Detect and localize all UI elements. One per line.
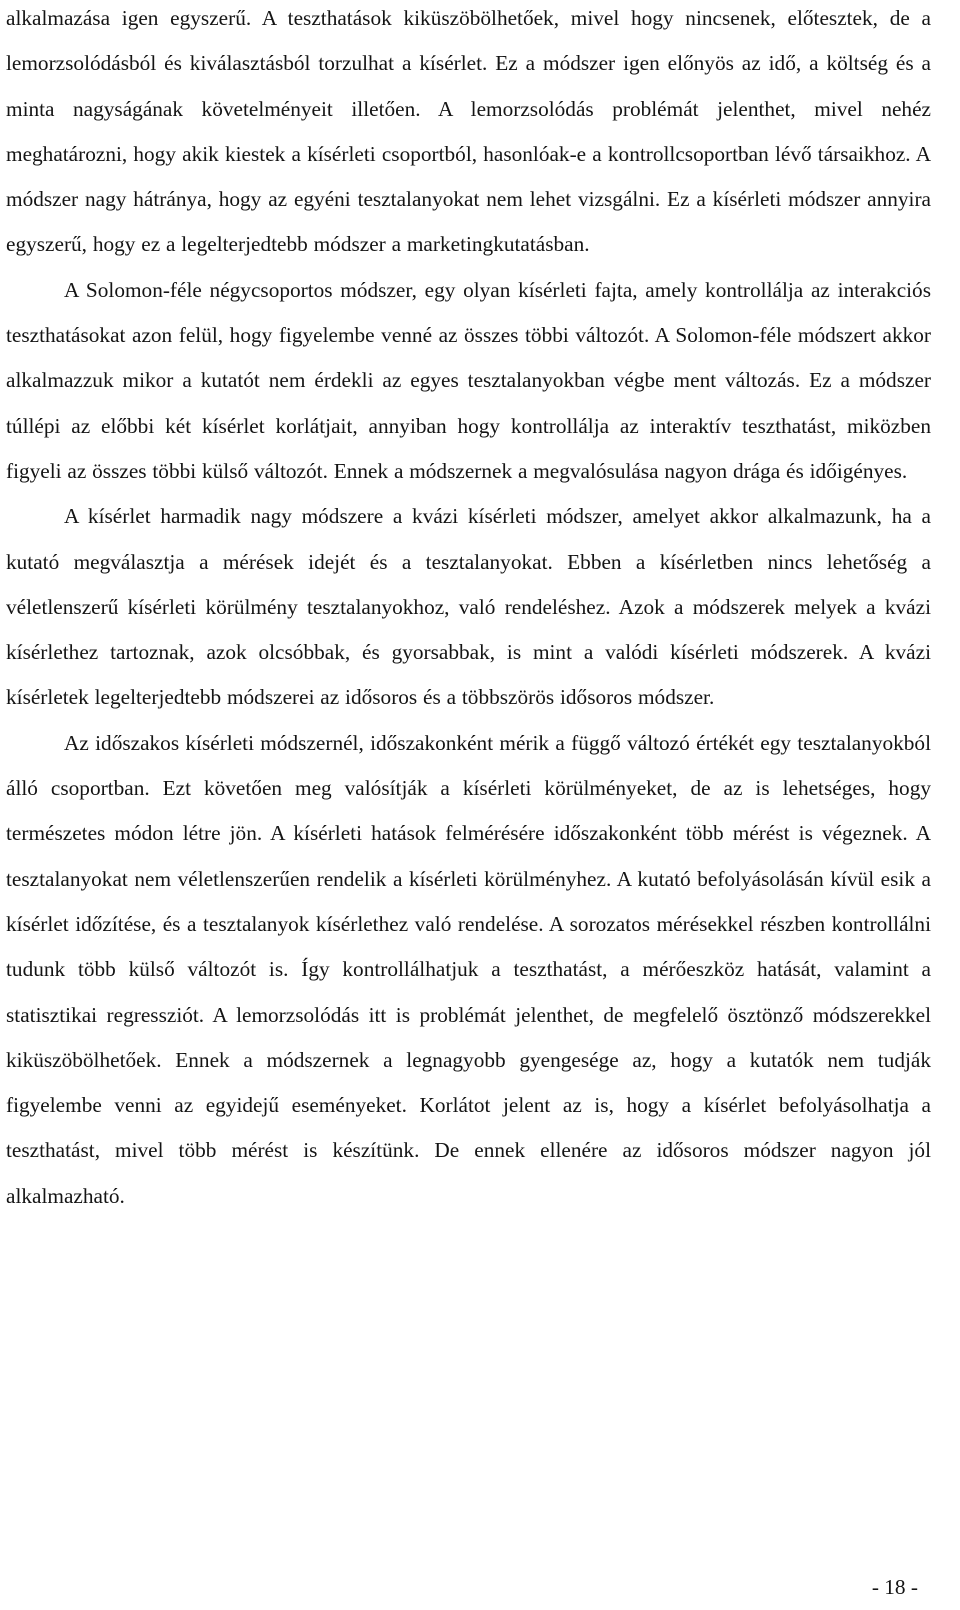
paragraph-solomon-method: A Solomon-féle négycsoportos módszer, egy olyan kísérleti fajta, amely kontrollálja az interakciós teszthatásokat azon felül, hogy figyelembe venné az összes többi változót. A Solomon-féle módszert akkor alkalmazzuk mikor a kutatót nem érdekli az egyes tesztalanyokban végbe ment változás. Ez a módszer túllépi az előbbi két kísérlet korlátjait, annyiban hogy kontrollálja az interaktív teszthatást, miközben figyeli az összes többi külső változót. Ennek a módszernek a megvalósulása nagyon drága és időigényes. (6, 277, 931, 483)
paragraph-quasi-experiment: A kísérlet harmadik nagy módszere a kvázi kísérleti módszer, amelyet akkor alkalmazunk, ha a kutató megválasztja a mérések idejét és a tesztalanyokat. Ebben a kísérletben nincs lehetőség a véletlenszerű kísérleti körülmény tesztalanyokhoz, való rendeléshez. Azok a módszerek melyek a kvázi kísérlethez tartoznak, azok olcsóbbak, és gyorsabbak, is mint a valódi kísérleti módszerek. A kvázi kísérletek legelterjedtebb módszerei az idősoros és a többszörös idősoros módszer. (6, 504, 931, 710)
paragraph-continuation: alkalmazása igen egyszerű. A teszthatások kiküszöbölhetőek, mivel hogy nincsenek, előtesztek, de a lemorzsolódásból és kiválasztásból torzulhat a kísérlet. Ez a módszer igen előnyös az idő, a költség és a minta nagyságának követelményeit illetően. A lemorzsolódás problémát jelenthet, mivel nehéz meghatározni, hogy akik kiestek a kísérleti csoportból, hasonlóak-e a kontrollcsoportban lévő társaikhoz. A módszer nagy hátránya, hogy az egyéni tesztalanyokat nem lehet vizsgálni. Ez a kísérleti módszer annyira egyszerű, hogy ez a legelterjedtebb módszer a marketingkutatásban. (6, 6, 931, 257)
paragraph-time-series: Az időszakos kísérleti módszernél, időszakonként mérik a függő változó értékét egy tesztalanyokból álló csoportban. Ezt követően meg valósítják a kísérleti körülményeket, de az is lehetséges, hogy természetes módon létre jön. A kísérleti hatások felmérésére időszakonként több mérést is végeznek. A tesztalanyokat nem véletlenszerűen rendelik a kísérleti körülményhez. A kutató befolyásolásán kívül esik a kísérlet időzítése, és a tesztalanyok kísérlethez való rendelése. A sorozatos mérésekkel részben kontrollálni tudunk több külső változót is. Így kontrollálhatjuk a teszthatást, a mérőeszköz hatását, valamint a statisztikai regressziót. A lemorzsolódás itt is problémát jelenthet, de megfelelő ösztönző módszerekkel kiküszöbölhetőek. Ennek a módszernek a legnagyobb gyengesége az, hogy a kutatók nem tudják figyelembe venni az egyidejű eseményeket. Korlátot jelent az is, hogy a kísérlet befolyásolhatja a teszthatást, mivel több mérést is készítünk. De ennek ellenére az idősoros módszer nagyon jól alkalmazható. (6, 730, 931, 1208)
page-number: - 18 - (871, 1575, 918, 1599)
body-text (6, 0, 931, 1219)
